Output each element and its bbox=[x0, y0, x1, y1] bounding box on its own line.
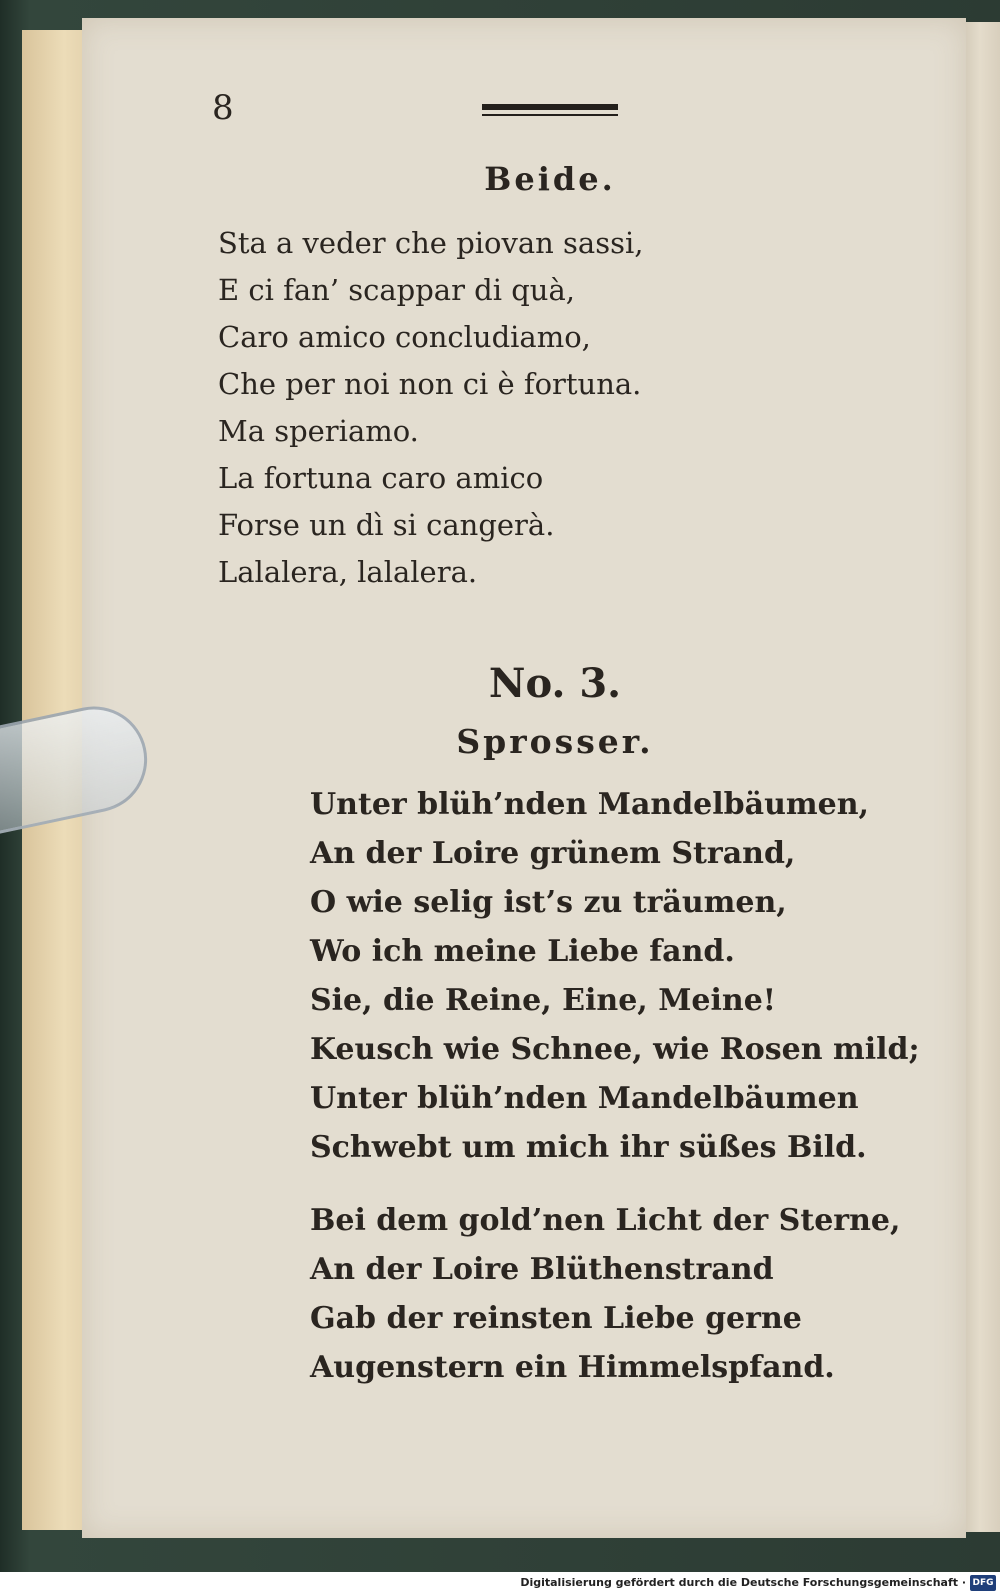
header-rule-thick bbox=[482, 104, 618, 110]
stanza-2 bbox=[310, 1196, 900, 1392]
footer-credit: Digitalisierung gefördert durch die Deutsche Forschungsgemeinschaft · bbox=[520, 1576, 966, 1589]
stanza-1 bbox=[310, 780, 920, 1172]
verse-line: Augenstern ein Himmelspfand. bbox=[310, 1350, 835, 1385]
verse-line: Wo ich meine Liebe fand. bbox=[310, 934, 735, 969]
header-rule-thin bbox=[482, 114, 618, 116]
verse-line: Unter blüh’nden Mandelbäumen bbox=[310, 1081, 859, 1116]
verse-line: Bei dem gold’nen Licht der Sterne, bbox=[310, 1203, 901, 1238]
verse-line: Gab der reinsten Liebe gerne bbox=[310, 1301, 802, 1336]
song-number-heading: No. 3. bbox=[488, 660, 622, 707]
verse-line: Che per noi non ci è fortuna. bbox=[218, 367, 642, 401]
speaker-heading-german: Sprosser. bbox=[456, 722, 654, 761]
verse-line: Schwebt um mich ihr süßes Bild. bbox=[310, 1130, 867, 1165]
verse-line: Sta a veder che piovan sassi, bbox=[218, 226, 644, 260]
speaker-heading-italian: Beide. bbox=[484, 160, 616, 198]
verse-line: Caro amico concludiamo, bbox=[218, 320, 591, 354]
verse-line: Keusch wie Schnee, wie Rosen mild; bbox=[310, 1032, 920, 1067]
dfg-logo-icon: DFG bbox=[970, 1575, 996, 1591]
verse-line: E ci fan’ scappar di quà, bbox=[218, 273, 575, 307]
verse-line: An der Loire grünem Strand, bbox=[310, 836, 796, 871]
facing-page-edge bbox=[960, 22, 1000, 1532]
verse-line: La fortuna caro amico bbox=[218, 461, 544, 495]
verse-line: O wie selig ist’s zu träumen, bbox=[310, 885, 787, 920]
italian-verse bbox=[218, 220, 643, 596]
verse-line: Unter blüh’nden Mandelbäumen, bbox=[310, 787, 869, 822]
page-number: 8 bbox=[212, 88, 234, 128]
verse-line: Ma speriamo. bbox=[218, 414, 419, 448]
verse-line: Forse un dì si cangerà. bbox=[218, 508, 555, 542]
verse-line: Lalalera, lalalera. bbox=[218, 555, 478, 589]
verse-line: An der Loire Blüthenstrand bbox=[310, 1252, 774, 1287]
verse-line: Sie, die Reine, Eine, Meine! bbox=[310, 983, 776, 1018]
